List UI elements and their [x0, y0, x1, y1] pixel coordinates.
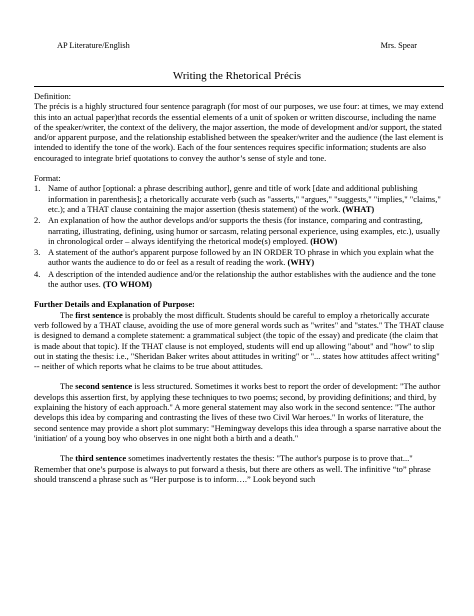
first-sentence-paragraph: The first sentence is probably the most difficult. Students should be careful to employ a rhetorically accurate verb followed by a THAT clause, avoiding the use of more general words such as "writes" and "states." The THAT clause is designed to demand a complete statement: a grammatical subject (the topic of the essay) and predicate (the claim that is made about that topic). If the THAT clause is not employed, students will end up allowing "about" and "how" to slip out in stating the thesis: i.e., "Sheridan Baker writes about attitudes in writing" or "... states how attitudes affect writing" -- neither of which reports what he claims to be true about attitudes.: [34, 309, 444, 372]
page-header: [57, 41, 417, 51]
format-heading: Format:: [34, 173, 61, 184]
teacher-name: Mrs. Spear: [380, 41, 417, 50]
course-name: AP Literature/English: [57, 41, 130, 50]
format-item: [34, 247, 444, 268]
title-underline: [34, 86, 444, 87]
format-item: [34, 269, 444, 290]
format-list: [34, 183, 444, 289]
document-body: [34, 91, 444, 484]
format-item-text: A statement of the author's apparent purpose followed by an IN ORDER TO phrase in which you explain what the author wants the audience to do or feel as a result of reading the work.: [48, 247, 434, 268]
format-item-tag: (WHY): [287, 257, 315, 268]
format-item-tag: (TO WHOM): [102, 279, 152, 290]
format-item-number: 3.: [34, 247, 41, 258]
format-item-tag: (HOW): [310, 235, 338, 246]
further-details-heading: Further Details and Explanation of Purpose:: [34, 299, 195, 310]
format-item-tag: (WHAT): [342, 203, 375, 214]
third-sentence-term: third sentence: [75, 453, 127, 464]
format-item-text: A description of the intended audience and/or the relationship the author establishes with the audience and the tone the author uses.: [48, 268, 436, 290]
first-sentence-term: first sentence: [75, 309, 123, 320]
format-item-text: An explanation of how the author develops and/or supports the thesis (for instance, comparing and contrasting, narrating, illustrating, defining, using humor or sarcasm, relating personal experience, using examples, etc.), usually in chronological order – always identifying the rhetorical mode(s) employed.: [48, 215, 440, 246]
second-sentence-paragraph: The second sentence is less structured. Sometimes it works best to report the order of development: "The author develops this assertion first, by applying these techniques to two poems; second, by providing definitions; and third, by explaining the history of each approach." A more general statement may also work in the second sentence: "The author develops this idea by comparing and contrasting the lives of these two Civil War heroes." In works of literature, the second sentence may provide a short plot summary: "Hemingway develops this idea through a sparse narrative about the 'initiation' of a young boy who observes in one night both a birth and a death.": [34, 381, 442, 443]
second-sentence-term: second sentence: [75, 381, 133, 392]
format-item-number: 2.: [34, 215, 41, 226]
format-item-text: Name of author [optional: a phrase describing author], genre and title of work [date and additional publishing information in parenthesis]; a rhetorically accurate verb (such as "asserts," "argues," "suggests," "implies," "claims," etc.); and a THAT clause containing the major assertion (thesis statement) of the work.: [48, 183, 441, 214]
format-item-number: 1.: [34, 183, 41, 194]
page-title: Writing the Rhetorical Précis: [172, 70, 302, 82]
format-item-number: 4.: [34, 268, 41, 279]
definition-text: The précis is a highly structured four sentence paragraph (for most of our purposes, we use four: at times, we may extend this into an actual paper)that records the essential elements of a unit of spoken or written discourse, including the name of the speaker/writer, the context of the delivery, the major assertion, the mode of development and/or support, the stated and/or apparent purpose, and the relationship established between the speaker/writer and the audience (the last element is intended to identify the tone of the work). Each of the four sentences requires specific information; students are also encouraged to integrate brief quotations to convey the author’s sense of style and tone.: [34, 101, 444, 163]
format-item: [34, 215, 444, 246]
third-sentence-paragraph: The third sentence sometimes inadvertently restates the thesis: "The author's purpose is to prove that..." Remember that one’s purpose is always to put forward a thesis, but there are others as well. The infinitive “to” phrase should transcend a phrase such as “Her purpose is to inform….” Look beyond such: [34, 453, 431, 484]
format-item: [34, 183, 444, 214]
definition-heading: Definition:: [34, 91, 72, 101]
